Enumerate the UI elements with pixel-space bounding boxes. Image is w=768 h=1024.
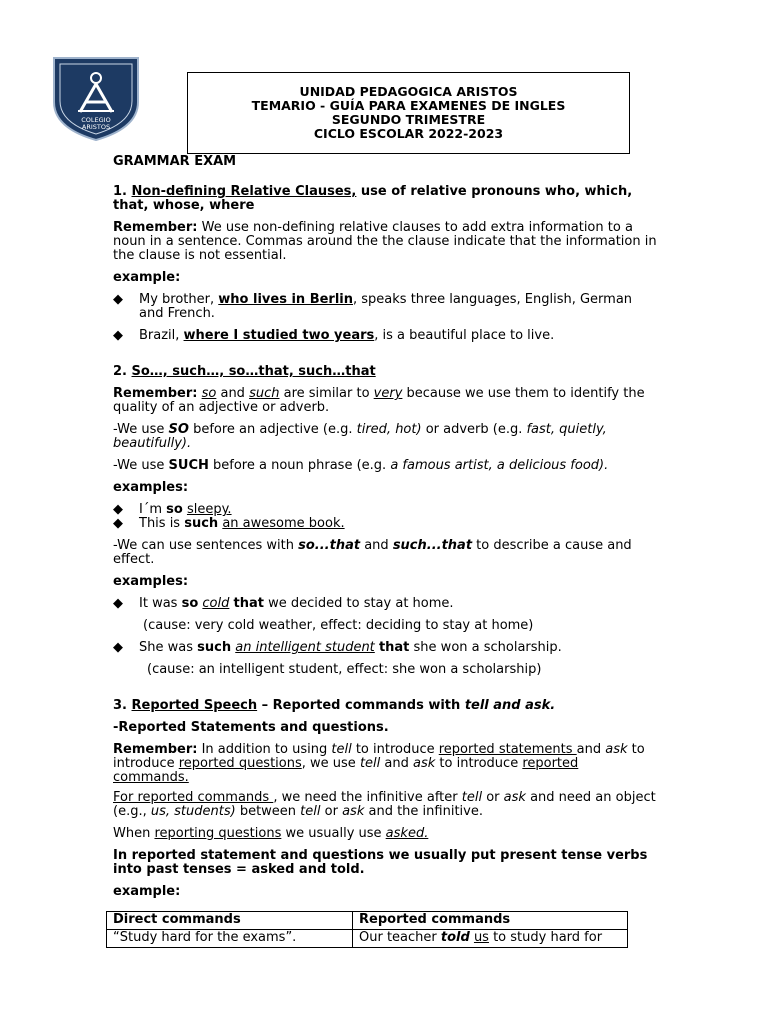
section-2-cause-example-2: ◆ She was such an intelligent student that she won a scholarship.	[113, 640, 562, 655]
section-3-reported-commands-rule: For reported commands , we need the infinitive after tell or ask and need an object (e.g., us, students) between tell or ask and the infinitive.	[113, 790, 656, 819]
table-cell-direct: “Study hard for the exams”.	[107, 930, 353, 948]
section-2-cause-note-1: (cause: very cold weather, effect: deciding to stay at home)	[143, 618, 534, 633]
header-line-2: TEMARIO - GUÍA PARA EXAMENES DE INGLES	[251, 98, 566, 113]
diamond-bullet-icon: ◆	[113, 292, 123, 307]
table-header-direct: Direct commands	[107, 912, 353, 930]
diamond-bullet-icon: ◆	[113, 502, 123, 517]
table-header-row	[107, 912, 628, 930]
document-body	[113, 155, 658, 899]
commands-table	[106, 911, 628, 948]
section-2-example-2: ◆ This is such an awesome book.	[113, 516, 345, 531]
header-line-3: SEGUNDO TRIMESTRE	[331, 112, 486, 127]
section-3-bold-note: In reported statement and questions we usually put present tense verbs into past tenses = asked and told.	[113, 848, 648, 877]
section-2-examples-2-label: examples:	[113, 574, 189, 589]
section-3-example-label: example:	[113, 884, 181, 899]
header-line-4: CICLO ESCOLAR 2022-2023	[313, 126, 504, 141]
section-1-example-1: ◆ My brother, who lives in Berlin, speaks three languages, English, German and French.	[113, 292, 633, 321]
section-2-so-rule: -We use SO before an adjective (e.g. tired, hot) or adverb (e.g. fast, quietly, beautifully).	[113, 422, 607, 451]
header-box	[187, 72, 630, 154]
diamond-bullet-icon: ◆	[113, 328, 123, 343]
section-3-subheading: -Reported Statements and questions.	[113, 720, 389, 735]
section-1-example-label: example:	[113, 270, 181, 285]
diamond-bullet-icon: ◆	[113, 640, 123, 655]
diamond-bullet-icon: ◆	[113, 596, 123, 611]
svg-text:ARISTOS: ARISTOS	[81, 123, 111, 131]
section-3-questions-rule: When reporting questions we usually use asked.	[113, 826, 429, 841]
section-1-heading: 1. Non-defining Relative Clauses, use of relative pronouns who, which, that, whose, where	[113, 184, 633, 213]
section-2-cause-example-1: ◆ It was so cold that we decided to stay at home.	[113, 596, 454, 611]
exam-title: GRAMMAR EXAM	[113, 154, 237, 169]
section-2-such-rule: -We use SUCH before a noun phrase (e.g. a famous artist, a delicious food).	[113, 458, 609, 473]
table-row	[107, 930, 628, 948]
table-cell-reported: Our teacher told us to study hard for	[353, 930, 628, 948]
section-2-example-1: ◆ I´m so sleepy.	[113, 502, 232, 517]
section-2-remember: Remember: so and such are similar to very because we use them to identify the quality of an adjective or adverb.	[113, 386, 645, 415]
section-3-heading: 3. Reported Speech – Reported commands with tell and ask.	[113, 698, 556, 713]
section-2-cause-note-2: (cause: an intelligent student, effect: she won a scholarship)	[147, 662, 542, 677]
section-1-remember: Remember: We use non-defining relative clauses to add extra information to a noun in a sentence. Commas around the the clause indicate that the information in the clause is not essential.	[113, 220, 657, 263]
section-1-example-2: ◆ Brazil, where I studied two years, is a beautiful place to live.	[113, 328, 555, 343]
section-3-remember: Remember: In addition to using tell to introduce reported statements and ask to introduce reported questions, we use tell and ask to introduce reported commands.	[113, 742, 645, 785]
diamond-bullet-icon: ◆	[113, 516, 123, 531]
logo-text: COLEGIO	[81, 116, 111, 124]
section-2-examples-label: examples:	[113, 480, 189, 495]
section-2-heading: 2. So…, such…, so…that, such…that	[113, 364, 376, 379]
table-header-reported: Reported commands	[353, 912, 628, 930]
school-logo	[50, 54, 142, 142]
header-line-1: UNIDAD PEDAGOGICA ARISTOS	[299, 84, 518, 99]
section-2-so-that-rule: -We can use sentences with so...that and such...that to describe a cause and effect.	[113, 538, 632, 567]
